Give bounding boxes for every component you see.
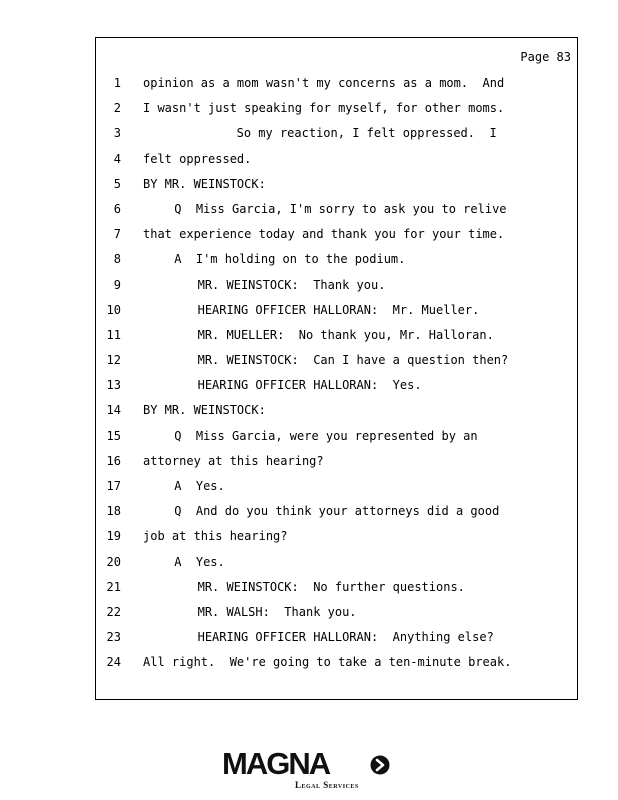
- line-number: 19: [106, 529, 121, 544]
- transcript-line: [96, 504, 577, 529]
- line-number: 5: [113, 176, 121, 191]
- line-text: MR. WEINSTOCK: Thank you.: [197, 277, 386, 292]
- arrow-circle-icon: [370, 755, 390, 775]
- line-number: 9: [113, 277, 121, 292]
- line-text: A Yes.: [174, 479, 225, 493]
- line-text: BY MR. WEINSTOCK:: [143, 176, 266, 191]
- line-text: MR. WEINSTOCK: No further questions.: [197, 579, 465, 594]
- line-text: HEARING OFFICER HALLORAN: Yes.: [197, 378, 422, 393]
- line-number: 1: [113, 76, 121, 90]
- transcript-line: [96, 479, 577, 504]
- transcript-line: [96, 655, 577, 680]
- line-text: attorney at this hearing?: [143, 453, 324, 468]
- transcript-line: [96, 278, 577, 303]
- line-text: A I'm holding on to the podium.: [174, 252, 406, 267]
- line-number: 18: [106, 504, 121, 519]
- line-number: 17: [106, 479, 121, 493]
- transcript-line: [96, 76, 577, 101]
- transcript-line: [96, 227, 577, 252]
- line-number: 2: [113, 101, 121, 116]
- line-text: BY MR. WEINSTOCK:: [143, 403, 266, 418]
- transcript-line: [96, 454, 577, 479]
- transcript-line: [96, 202, 577, 227]
- transcript-line: [96, 252, 577, 277]
- line-text: felt oppressed.: [143, 151, 252, 166]
- line-number: 20: [106, 554, 121, 569]
- line-text: MR. WALSH: Thank you.: [197, 604, 357, 619]
- logo-subtitle: Legal Services: [295, 780, 359, 790]
- transcript-line: [96, 378, 577, 403]
- magna-logo: [222, 748, 402, 792]
- line-number: 13: [106, 378, 121, 393]
- line-number: 22: [106, 604, 121, 619]
- transcript-line: [96, 353, 577, 378]
- line-number: 23: [106, 630, 121, 645]
- line-text: opinion as a mom wasn't my concerns as a mom. And: [143, 76, 505, 90]
- transcript-lines: [96, 76, 577, 681]
- line-text: job at this hearing?: [143, 529, 288, 544]
- line-text: Q Miss Garcia, were you represented by an: [174, 428, 478, 443]
- line-number: 7: [113, 227, 121, 242]
- transcript-page: [95, 37, 578, 700]
- line-text: MR. MUELLER: No thank you, Mr. Halloran.: [197, 327, 494, 342]
- line-number: 11: [106, 327, 121, 342]
- line-text: All right. We're going to take a ten-minute break.: [143, 655, 512, 670]
- line-number: 6: [113, 201, 121, 216]
- transcript-line: [96, 555, 577, 580]
- transcript-line: [96, 605, 577, 630]
- transcript-line: [96, 403, 577, 428]
- transcript-line: [96, 328, 577, 353]
- line-number: 24: [106, 655, 121, 670]
- line-text: HEARING OFFICER HALLORAN: Anything else?: [197, 630, 494, 645]
- line-number: 4: [113, 151, 121, 166]
- line-number: 12: [106, 353, 121, 368]
- line-text: A Yes.: [174, 554, 225, 569]
- line-text: MR. WEINSTOCK: Can I have a question then?: [197, 353, 509, 368]
- transcript-line: [96, 152, 577, 177]
- transcript-line: [96, 630, 577, 655]
- line-number: 21: [106, 579, 121, 594]
- transcript-line: [96, 126, 577, 151]
- line-text: HEARING OFFICER HALLORAN: Mr. Mueller.: [197, 302, 480, 317]
- logo-wordmark: MAGNA: [222, 746, 330, 781]
- transcript-line: [96, 529, 577, 554]
- line-text: So my reaction, I felt oppressed. I: [236, 126, 497, 141]
- line-number: 10: [106, 302, 121, 317]
- transcript-line: [96, 429, 577, 454]
- line-number: 14: [106, 403, 121, 418]
- transcript-line: [96, 177, 577, 202]
- line-text: Q Miss Garcia, I'm sorry to ask you to relive: [174, 201, 507, 216]
- line-text: I wasn't just speaking for myself, for other moms.: [143, 101, 505, 116]
- line-number: 15: [106, 428, 121, 443]
- transcript-line: [96, 303, 577, 328]
- line-number: 8: [113, 252, 121, 267]
- page-number: Page 83: [520, 50, 571, 64]
- line-number: 3: [113, 126, 121, 141]
- line-number: 16: [106, 453, 121, 468]
- transcript-line: [96, 580, 577, 605]
- line-text: that experience today and thank you for your time.: [143, 227, 505, 242]
- transcript-line: [96, 101, 577, 126]
- line-text: Q And do you think your attorneys did a good: [174, 504, 500, 519]
